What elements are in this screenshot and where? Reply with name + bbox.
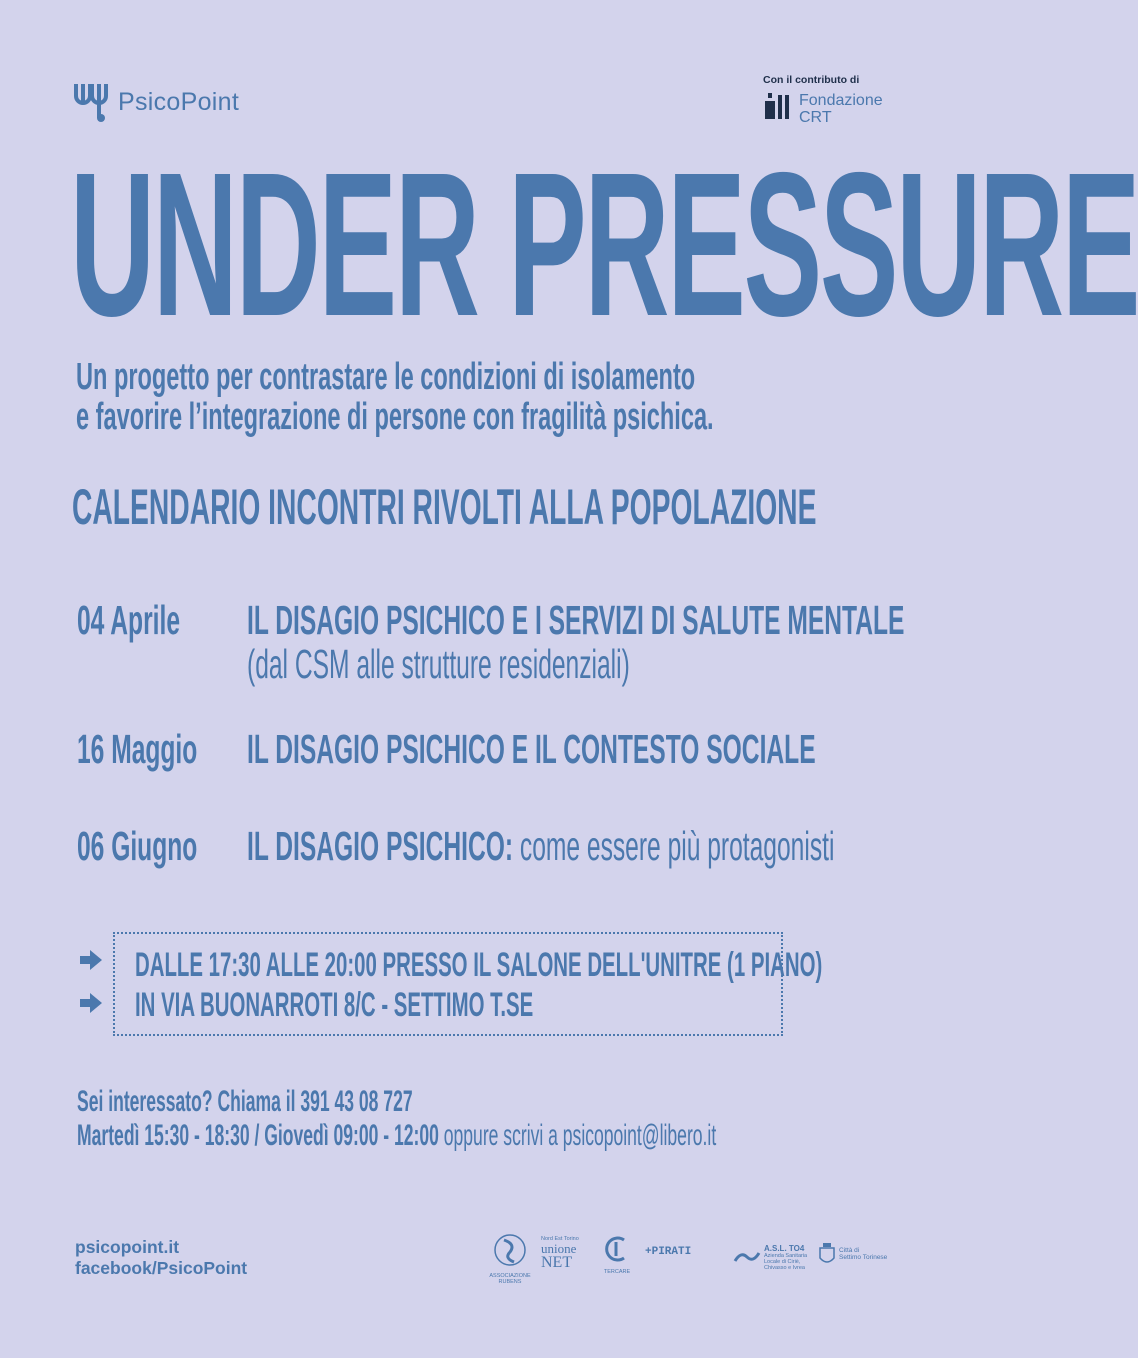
website-link[interactable]: psicopoint.it [75, 1237, 180, 1257]
citta-line1: Città di [839, 1247, 860, 1254]
event-topic-light: come essere più protagonisti [519, 823, 835, 869]
citta-settimo-logo [818, 1242, 887, 1266]
arrow-right-icon [80, 993, 102, 1013]
contact-line1: Sei interessato? Chiama il 391 43 08 727 [77, 1085, 413, 1118]
unionenet-logo [541, 1236, 579, 1271]
event-topic: IL DISAGIO PSICHICO E IL CONTESTO SOCIALE [247, 726, 816, 772]
citta-line2: Settimo Torinese [839, 1254, 888, 1261]
psicopoint-logo [72, 80, 239, 124]
unionenet-top: Nord Est Torino [541, 1236, 579, 1242]
psicopoint-logo-icon [72, 80, 110, 124]
event-date: 06 Giugno [77, 823, 198, 869]
sponsor-name-line1: Fondazione [799, 91, 883, 109]
event-topic-line1: IL DISAGIO PSICHICO E I SERVIZI DI SALUTE MENTALE [247, 597, 905, 643]
rubens-logo [489, 1232, 531, 1285]
sponsor-block [763, 74, 903, 126]
contact-email: oppure scrivi a psicopoint@libero.it [443, 1119, 717, 1152]
info-line-address: IN VIA BUONARROTI 8/C - SETTIMO T.SE [135, 986, 534, 1024]
sponsor-name-line2: CRT [799, 108, 832, 126]
calendar-heading: CALENDARIO INCONTRI RIVOLTI ALLA POPOLAZIONE [72, 479, 817, 535]
event-topic-bold: IL DISAGIO PSICHICO: [247, 823, 514, 869]
contact-line2 [77, 1120, 716, 1152]
footer-links [75, 1237, 247, 1279]
page-title: UNDER PRESSURE [70, 130, 1138, 359]
asl-title: A.S.L. TO4 [764, 1244, 805, 1253]
asl-logo [733, 1244, 816, 1271]
contact-hours: Martedì 15:30 - 18:30 / Giovedì 09:00 - 12:00 [77, 1119, 439, 1152]
subtitle-line1: Un progetto per contrastare le condizioni di isolamento [76, 356, 696, 398]
event-topic [247, 598, 904, 686]
asl-logo-icon [733, 1249, 761, 1267]
tercare-logo [600, 1234, 634, 1275]
event-topic-line2: (dal CSM alle strutture residenziali) [247, 641, 630, 687]
rubens-logo-icon [490, 1232, 530, 1268]
subtitle [76, 357, 714, 437]
unionenet-bottom: NET [541, 1254, 573, 1271]
facebook-link[interactable]: facebook/PsicoPoint [75, 1258, 248, 1278]
event-date: 04 Aprile [77, 597, 181, 643]
pirati-logo: +PIRATI [645, 1246, 692, 1258]
sponsor-name [799, 92, 883, 126]
psicopoint-logo-text: PsicoPoint [118, 87, 240, 116]
sponsor-caption: Con il contributo di [763, 74, 860, 86]
asl-sub: Azienda Sanitaria Locale di Ciriè, Chivasso e Ivrea [764, 1253, 808, 1271]
tercare-label: TERCARE [603, 1269, 631, 1275]
fondazione-crt-logo-icon [763, 91, 793, 126]
event-date: 16 Maggio [77, 726, 198, 772]
unionenet-mid: unione [541, 1241, 577, 1256]
rubens-label: ASSOCIAZIONE RUBENS [489, 1273, 531, 1285]
citta-crest-icon [818, 1242, 836, 1266]
info-line-time-place: DALLE 17:30 ALLE 20:00 PRESSO IL SALONE DELL'UNITRE (1 PIANO) [135, 946, 823, 984]
tercare-logo-icon [602, 1234, 632, 1264]
subtitle-line2: e favorire l’integrazione di persone con fragilità psichica. [76, 396, 714, 438]
event-topic [247, 824, 834, 868]
arrow-right-icon [80, 950, 102, 970]
